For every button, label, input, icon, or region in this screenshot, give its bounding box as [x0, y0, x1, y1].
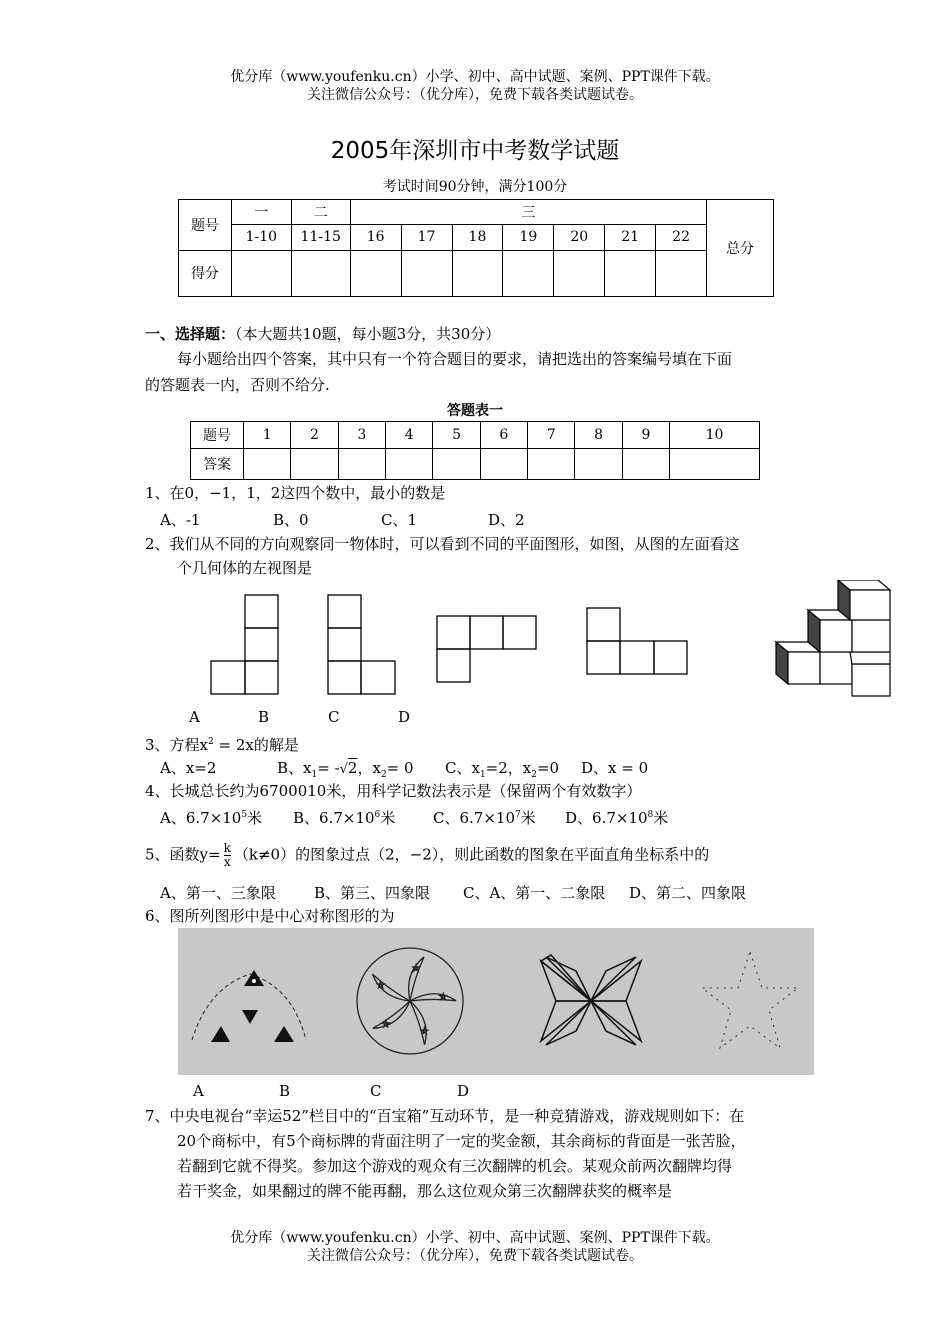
q5-stem — [145, 842, 709, 869]
answer-table-label-daan: 答案 — [191, 449, 244, 480]
q3-b-sub1: 1 — [311, 770, 318, 780]
q3-c-mid: =2，x — [485, 759, 532, 777]
q3-option-b — [277, 757, 414, 780]
q4-option-d — [565, 807, 668, 828]
q3-stem-post: = 2x的解是 — [213, 736, 299, 754]
answer-num: 6 — [480, 422, 527, 449]
score-col: 21 — [605, 225, 656, 250]
score-col: 22 — [656, 225, 707, 250]
q1-option-b: B、0 — [273, 511, 309, 529]
q3-option-d: D、x = 0 — [581, 759, 649, 777]
score-cell[interactable] — [656, 250, 707, 297]
header-line-2: 关注微信公众号：（优分库），免费下载各类试题试卷。 — [307, 87, 643, 103]
q7-line-3: 若翻到它就不得奖。参加这个游戏的观众有三次翻牌的机会。某观众前两次翻牌均得 — [177, 1157, 733, 1175]
answer-num: 9 — [622, 422, 669, 449]
q1-stem: 1、在0，−1，1，2这四个数中，最小的数是 — [145, 484, 446, 502]
score-col: 11-15 — [291, 225, 350, 250]
q4-option-b — [293, 807, 395, 828]
q6-label-a: A — [193, 1082, 204, 1100]
q6-figure-c — [541, 955, 641, 1045]
q3-b-sub2: 2 — [380, 770, 387, 780]
q4-b-pre: B、6.7×10 — [293, 809, 375, 827]
score-col: 17 — [401, 225, 452, 250]
q2-solid-figure — [776, 580, 890, 696]
q6-figure-panel — [178, 928, 814, 1075]
q3-b-post: = 0 — [386, 759, 414, 777]
q6-label-c: C — [370, 1082, 382, 1100]
answer-num: 2 — [291, 422, 338, 449]
q3-exponent: 2 — [208, 737, 214, 747]
q5-stem-post: （k≠0）的图象过点（2，−2），则此函数的图象在平面直角坐标系中的 — [233, 845, 710, 864]
score-cell[interactable] — [554, 250, 605, 297]
section1-title: 一、选择题： — [145, 325, 236, 343]
q2-figure-d — [587, 608, 687, 674]
header-line-1: 优分库（www.youfenku.cn）小学、初中、高中试题、案例、PPT课件下载。 — [230, 69, 720, 85]
score-col: 19 — [503, 225, 554, 250]
score-table — [178, 199, 774, 297]
q2-stem-2: 个几何体的左视图是 — [177, 559, 313, 577]
q4-a-pre: A、6.7×10 — [160, 809, 242, 827]
answer-table-label-tihao: 题号 — [191, 422, 244, 449]
answer-cell[interactable] — [433, 449, 480, 480]
q3-option-c — [445, 757, 559, 780]
q3-stem — [145, 732, 299, 755]
sqrt-icon: √ — [339, 762, 348, 777]
q7-line-4: 若干奖金，如果翻过的牌不能再翻，那么这位观众第三次翻牌获奖的概率是 — [177, 1182, 673, 1200]
q4-unit: 米 — [653, 809, 669, 827]
answer-cell[interactable] — [291, 449, 338, 480]
q4-c-exp: 7 — [515, 810, 521, 820]
q3-b-eq: = - — [317, 759, 340, 777]
answer-cell[interactable] — [244, 449, 291, 480]
score-cell[interactable] — [503, 250, 554, 297]
q5-frac-den: x — [223, 855, 231, 869]
q6-figure-d — [702, 952, 798, 1048]
score-table-section-3: 三 — [350, 200, 706, 225]
q1-option-c: C、1 — [381, 511, 418, 529]
q3-c-pre: C、x — [445, 759, 480, 777]
score-table-label-tihao: 题号 — [179, 200, 232, 251]
answer-cell[interactable] — [528, 449, 575, 480]
q4-b-exp: 6 — [374, 810, 381, 820]
score-cell[interactable] — [291, 250, 350, 297]
score-cell[interactable] — [452, 250, 503, 297]
q6-label-b: B — [279, 1082, 291, 1100]
score-table-section-2: 二 — [291, 200, 350, 225]
q5-stem-pre: 5、函数y= — [145, 845, 221, 864]
q5-option-a: A、第一、三象限 — [160, 884, 276, 902]
footer-line-1: 优分库（www.youfenku.cn）小学、初中、高中试题、案例、PPT课件下载。 — [230, 1230, 720, 1246]
q2-label-c: C — [328, 708, 340, 726]
exam-info: 考试时间90分钟，满分100分 — [382, 179, 568, 195]
score-table-section-1: 一 — [231, 200, 291, 225]
score-table-label-defen: 得分 — [179, 250, 232, 297]
q5-option-d: D、第二、四象限 — [629, 884, 747, 902]
answer-cell[interactable] — [480, 449, 527, 480]
q4-unit: 米 — [380, 809, 396, 827]
footer-line-2: 关注微信公众号：（优分库），免费下载各类试题试卷。 — [307, 1248, 643, 1264]
q2-figure-b — [328, 595, 395, 694]
score-cell[interactable] — [605, 250, 656, 297]
score-cell[interactable] — [231, 250, 291, 297]
answer-num: 5 — [433, 422, 480, 449]
answer-num: 3 — [338, 422, 385, 449]
answer-table — [190, 421, 760, 480]
q6-label-d: D — [457, 1082, 470, 1100]
q6-stem: 6、图所列图形中是中心对称图形的为 — [145, 907, 395, 925]
q2-stem-1: 2、我们从不同的方向观察同一物体时，可以看到不同的平面图形，如图，从图的左面看这 — [145, 535, 740, 553]
q3-stem-pre: 3、方程x — [145, 736, 209, 754]
q4-stem: 4、长城总长约为6700010米，用科学记数法表示是（保留两个有效数字） — [145, 782, 642, 800]
q4-a-exp: 5 — [241, 810, 248, 820]
answer-num: 1 — [244, 422, 291, 449]
q5-option-c: C、A、第一、二象限 — [463, 884, 606, 902]
score-col: 1-10 — [231, 225, 291, 250]
q7-line-2: 20个商标中，有5个商标牌的背面注明了一定的奖金额，其余商标的背面是一张苦脸， — [177, 1132, 746, 1150]
q7-line-1: 7、中央电视台“幸运52”栏目中的“百宝箱”互动环节，是一种竞猜游戏，游戏规则如下：在 — [145, 1107, 745, 1125]
score-col: 18 — [452, 225, 503, 250]
q2-figure-a — [211, 595, 278, 694]
q5-fraction — [224, 842, 231, 869]
answer-num: 4 — [386, 422, 433, 449]
q3-c-post: =0 — [536, 759, 560, 777]
score-table-label-zongfen: 总分 — [707, 200, 774, 297]
page-title: 2005年深圳市中考数学试题 — [330, 138, 620, 164]
q3-b-root: 2 — [347, 759, 358, 777]
score-cell[interactable] — [401, 250, 452, 297]
q2-label-b: B — [258, 708, 270, 726]
answer-num: 10 — [670, 422, 760, 449]
q4-c-pre: C、6.7×10 — [433, 809, 515, 827]
q3-c-sub2: 2 — [531, 770, 537, 780]
answer-cell[interactable] — [386, 449, 433, 480]
score-col: 20 — [554, 225, 605, 250]
q2-figure-c — [437, 616, 536, 682]
answer-num: 7 — [528, 422, 575, 449]
answer-cell[interactable] — [575, 449, 622, 480]
q4-unit: 米 — [247, 809, 263, 827]
q3-c-sub1: 1 — [479, 770, 486, 780]
q6-figure-a — [192, 970, 306, 1042]
answer-cell[interactable] — [338, 449, 385, 480]
q4-d-exp: 8 — [647, 810, 654, 820]
q4-option-a — [160, 807, 262, 828]
q2-label-a: A — [189, 708, 200, 726]
q4-unit: 米 — [520, 809, 536, 827]
q5-option-b: B、第三、四象限 — [314, 884, 431, 902]
answer-cell[interactable] — [670, 449, 760, 480]
answer-cell[interactable] — [622, 449, 669, 480]
q5-frac-num: k — [223, 841, 231, 855]
section1-instruction-1: 每小题给出四个答案，其中只有一个符合题目的要求，请把选出的答案编号填在下面 — [177, 350, 733, 368]
q4-option-c — [433, 807, 536, 828]
q2-figures — [200, 580, 900, 700]
section1-instruction-2: 的答题表一内，否则不给分. — [145, 376, 330, 394]
answer-table-caption: 答题表一 — [447, 403, 503, 419]
q2-label-d: D — [398, 708, 411, 726]
section1-heading — [145, 324, 500, 344]
q3-b-mid: ，x — [357, 759, 381, 777]
q1-option-a: A、-1 — [160, 511, 201, 529]
section1-note: （本大题共10题，每小题3分，共30分） — [235, 325, 501, 343]
answer-num: 8 — [575, 422, 622, 449]
score-cell[interactable] — [350, 250, 401, 297]
q4-d-pre: D、6.7×10 — [565, 809, 648, 827]
score-col: 16 — [350, 225, 401, 250]
q6-figure-b — [357, 948, 463, 1054]
q1-option-d: D、2 — [488, 511, 525, 529]
q6-figures — [178, 928, 814, 1075]
q3-option-a: A、x=2 — [160, 759, 217, 777]
q3-b-pre: B、x — [277, 759, 312, 777]
